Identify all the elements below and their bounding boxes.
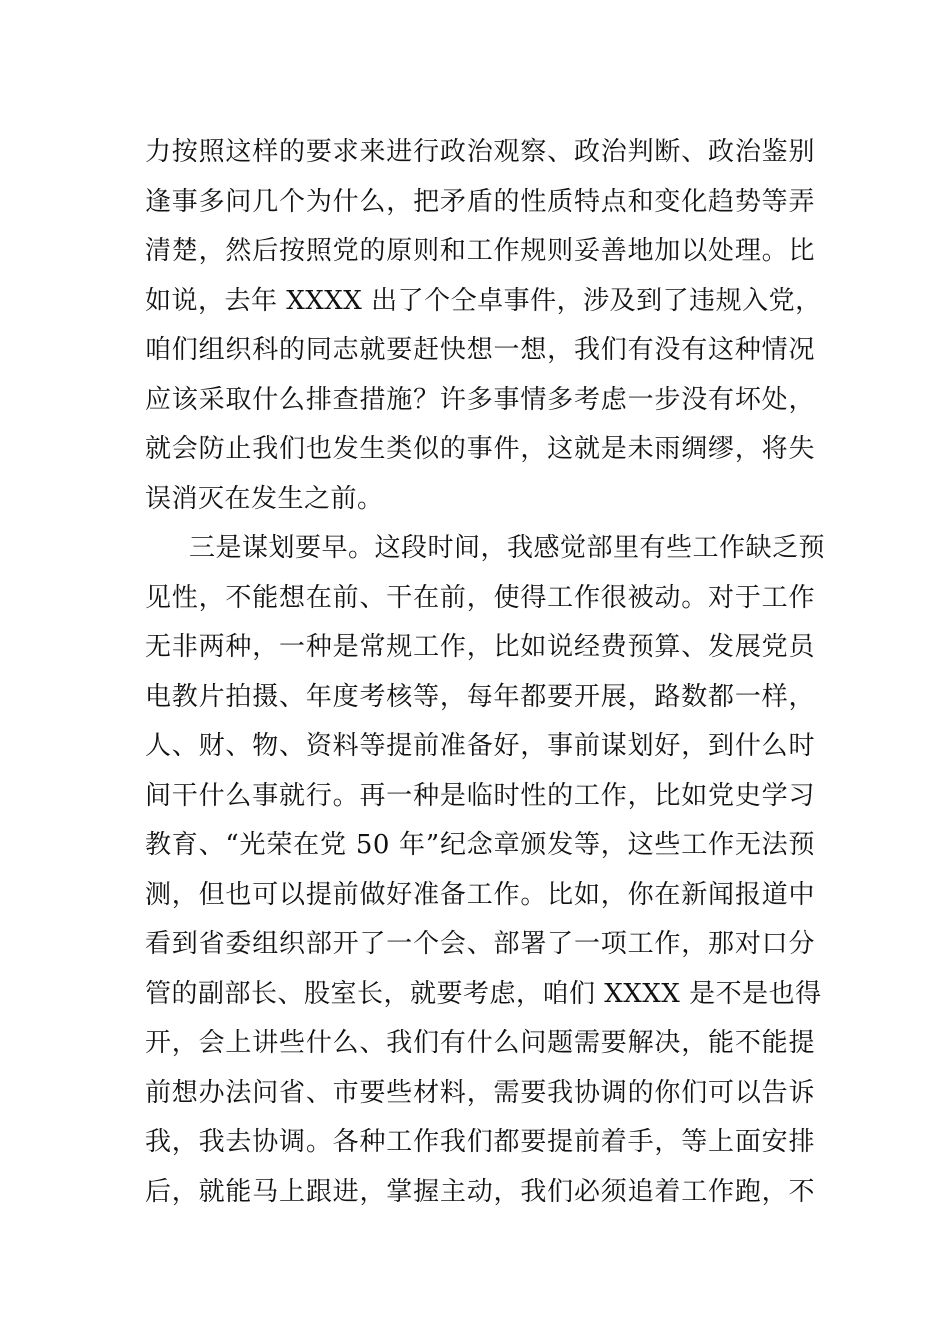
text-line-21: 我，我去协调。各种工作我们都要提前着手，等上面安排: [145, 1127, 815, 1157]
text-line-10: 见性，不能想在前、干在前，使得工作很被动。对于工作: [145, 582, 815, 613]
text-line-5: 咱们组织科的同志就要赶快想一想，我们有没有这种情况: [145, 335, 815, 365]
text-line-16: 测，但也可以提前做好准备工作。比如，你在新闻报道中: [145, 879, 815, 910]
document-body: [145, 128, 826, 1217]
text-line-22: 后，就能马上跟进，掌握主动，我们必须追着工作跑，不: [145, 1176, 815, 1207]
text-line-14: 间干什么事就行。再一种是临时性的工作，比如党史学习: [145, 780, 815, 811]
text-line-13: 人、财、物、资料等提前准备好，事前谋划好，到什么时: [145, 731, 815, 761]
text-line-18: 管的副部长、股室长，就要考虑，咱们 XXXX 是不是也得: [145, 978, 822, 1009]
text-line-3: 清楚，然后按照党的原则和工作规则妥善地加以处理。比: [145, 236, 815, 266]
text-line-11: 无非两种，一种是常规工作，比如说经费预算、发展党员: [145, 632, 815, 662]
text-line-8: 误消灭在发生之前。: [145, 483, 384, 514]
text-line-1: 力按照这样的要求来进行政治观察、政治判断、政治鉴别: [145, 137, 815, 167]
text-line-17: 看到省委组织部开了一个会、部署了一项工作，那对口分: [145, 929, 815, 959]
text-line-15: 教育、“光荣在党 50 年”纪念章颁发等，这些工作无法预: [145, 830, 815, 860]
text-line-4: 如说，去年 XXXX 出了个仝卓事件，涉及到了违规入党，: [145, 285, 822, 316]
text-line-2: 逢事多问几个为什么，把矛盾的性质特点和变化趋势等弄: [145, 186, 815, 217]
text-line-9: 三是谋划要早。这段时间，我感觉部里有些工作缺乏预: [189, 533, 826, 563]
text-line-20: 前想办法问省、市要些材料，需要我协调的你们可以告诉: [145, 1077, 815, 1108]
text-line-12: 电教片拍摄、年度考核等，每年都要开展，路数都一样，: [145, 681, 815, 712]
text-line-6: 应该采取什么排查措施？许多事情多考虑一步没有坏处，: [145, 384, 815, 415]
text-line-19: 开，会上讲些什么、我们有什么问题需要解决，能不能提: [145, 1028, 815, 1058]
text-line-7: 就会防止我们也发生类似的事件，这就是未雨绸缪，将失: [145, 434, 815, 464]
